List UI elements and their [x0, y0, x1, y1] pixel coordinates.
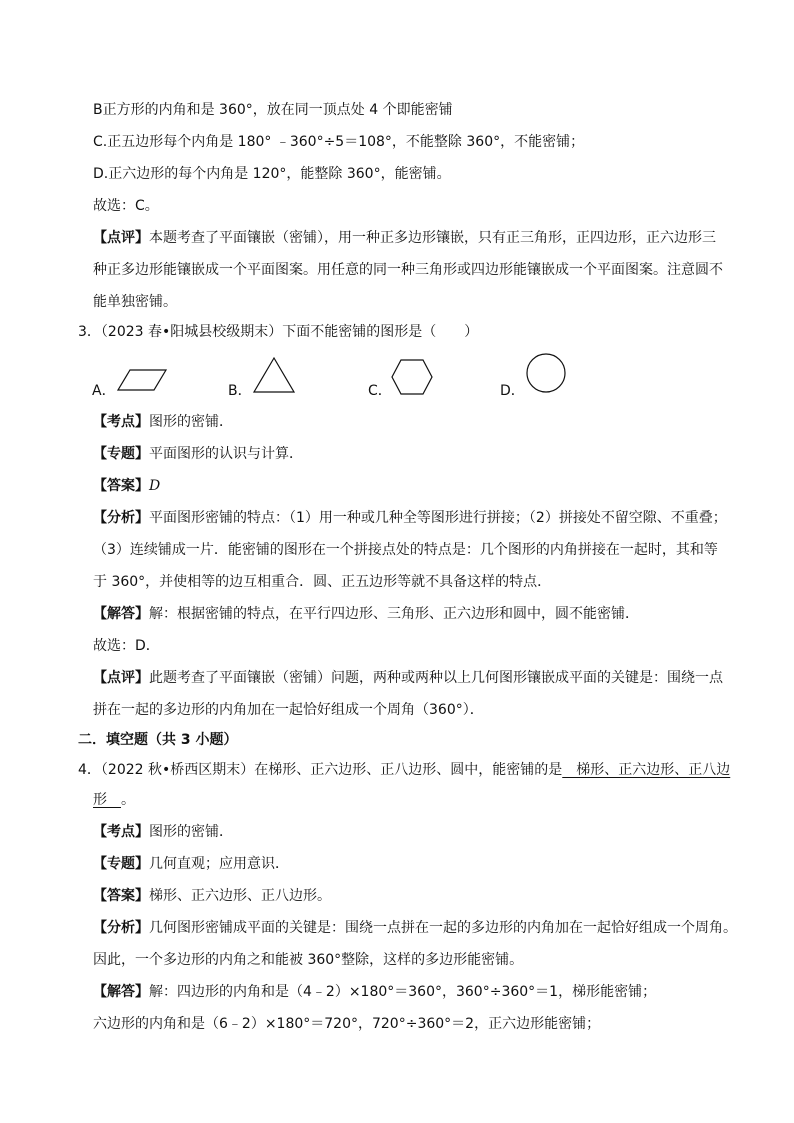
question-3: 3．（2023 春•阳城县校级期末）下面不能密铺的图形是（ ）: [78, 324, 479, 340]
text-line: （3）连续铺成一片．能密铺的图形在一个拼接点处的特点是：几个图形的内角拼接在一起时，其和等: [93, 542, 718, 558]
zhuanti-line: [93, 444, 303, 464]
option-c-label: C．: [368, 383, 392, 399]
text-line: 拼在一起的多边形的内角加在一起恰好组成一个周角（360°）．: [93, 702, 484, 718]
hexagon-icon: [390, 358, 434, 396]
comment-text: 本题考查了平面镶嵌（密铺），用一种正多边形镶嵌，只有正三角形，正四边形，正六边形三: [149, 230, 716, 246]
comment-line: [93, 668, 723, 688]
question-4-cont: [93, 790, 135, 810]
zhuanti-line: [93, 854, 289, 874]
option-b-label: B．: [228, 383, 252, 399]
answer-blank-cont: 形: [93, 792, 121, 808]
solution-line: [93, 604, 639, 624]
question-4-text: 4．（2022 秋•桥西区期末）在梯形、正六边形、正八边形、圆中，能密铺的是: [78, 762, 563, 778]
comment-tag: 【点评】: [93, 670, 149, 686]
comment-line: [93, 228, 716, 248]
zhuanti-text: 几何直观；应用意识．: [149, 856, 289, 872]
answer-line: [93, 886, 331, 906]
answer-text: D: [149, 478, 161, 494]
text-line: 六边形的内角和是（6﹣2）×180°＝720°，720°÷360°＝2，正六边形能密铺；: [93, 1016, 601, 1032]
zhuanti-text: 平面图形的认识与计算．: [149, 446, 303, 462]
zhuanti-tag: 【专题】: [93, 856, 149, 872]
answer-line: [93, 476, 160, 496]
analysis-text: 几何图形密铺成平面的关键是：围绕一点拼在一起的多边形的内角加在一起恰好组成一个周角。: [149, 920, 737, 936]
option-a-label: A．: [92, 383, 116, 399]
kaodian-line: [93, 412, 233, 432]
answer-tag: 【答案】: [93, 888, 149, 904]
comment-tag: 【点评】: [93, 230, 149, 246]
analysis-tag: 【分析】: [93, 920, 149, 936]
answer-text: 梯形、正六边形、正八边形。: [149, 888, 331, 904]
text-line: B正方形的内角和是 360°，放在同一顶点处 4 个即能密铺: [93, 102, 453, 118]
question-4: [78, 760, 730, 780]
period: 。: [121, 792, 135, 808]
analysis-tag: 【分析】: [93, 510, 149, 526]
text-line: 于 360°，并使相等的边互相重合．圆、正五边形等就不具备这样的特点．: [93, 574, 552, 590]
solution-tag: 【解答】: [93, 984, 149, 1000]
text-line: 故选：D．: [93, 638, 160, 654]
kaodian-tag: 【考点】: [93, 414, 149, 430]
text-line: D.正六边形的每个内角是 120°，能整除 360°，能密铺。: [93, 166, 451, 182]
circle-icon: [524, 352, 568, 394]
answer-tag: 【答案】: [93, 478, 149, 494]
solution-text: 解：四边形的内角和是（4﹣2）×180°＝360°，360°÷360°＝1，梯形能密铺；: [149, 984, 657, 1000]
solution-tag: 【解答】: [93, 606, 149, 622]
parallelogram-icon: [116, 368, 168, 392]
text-line: 因此，一个多边形的内角之和能被 360°整除，这样的多边形能密铺。: [93, 952, 524, 968]
option-d-label: D．: [500, 383, 525, 399]
text-line: 能单独密铺。: [93, 294, 177, 310]
shape-options: [90, 352, 610, 402]
text-line: 种正多边形能镶嵌成一个平面图案。用任意的同一种三角形或四边形能镶嵌成一个平面图案。注意圆不: [93, 262, 723, 278]
analysis-line: [93, 508, 727, 528]
text-line: C.正五边形每个内角是 180° ﹣360°÷5＝108°，不能整除 360°，不能密铺；: [93, 134, 585, 150]
kaodian-text: 图形的密铺．: [149, 824, 233, 840]
kaodian-text: 图形的密铺．: [149, 414, 233, 430]
comment-text: 此题考查了平面镶嵌（密铺）问题，两种或两种以上几何图形镶嵌成平面的关键是：围绕一点: [149, 670, 723, 686]
zhuanti-tag: 【专题】: [93, 446, 149, 462]
text-line: 故选：C。: [93, 198, 159, 214]
section-heading: 二．填空题（共 3 小题）: [78, 732, 238, 748]
triangle-icon: [252, 356, 296, 394]
kaodian-line: [93, 822, 233, 842]
analysis-text: 平面图形密铺的特点：（1）用一种或几种全等图形进行拼接；（2）拼接处不留空隙、不重叠；: [149, 510, 727, 526]
answer-blank: 梯形、正六边形、正八边: [562, 762, 731, 778]
analysis-line: [93, 918, 737, 938]
kaodian-tag: 【考点】: [93, 824, 149, 840]
solution-line: [93, 982, 656, 1002]
solution-text: 解：根据密铺的特点，在平行四边形、三角形、正六边形和圆中，圆不能密铺．: [149, 606, 639, 622]
